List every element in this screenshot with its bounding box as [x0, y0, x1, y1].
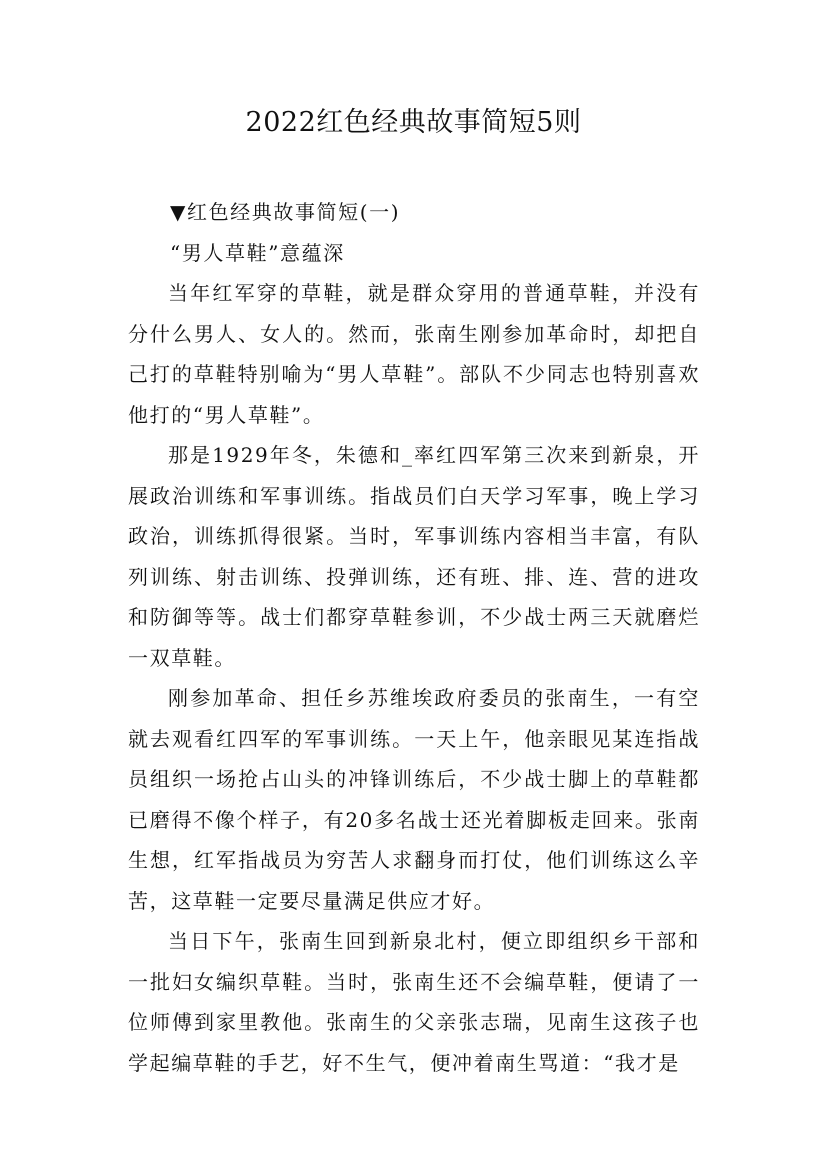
paragraph: 那是1929年冬，朱德和_率红四军第三次来到新泉，开展政治训练和军事训练。指战员们白天学习军事，晚上学习政治，训练抓得很紧。当时，军事训练内容相当丰富，有队列训练、射击训练、投弹训练，还有班、排、连、营的进攻和防御等等。战士们都穿草鞋参训，不少战士两三天就磨烂一双草鞋。 [128, 443, 700, 670]
paragraph: 当日下午，张南生回到新泉北村，便立即组织乡干部和一批妇女编织草鞋。当时，张南生还不会编草鞋，便请了一位师傅到家里教他。张南生的父亲张志瑞，见南生这孩子也学起编草鞋的手艺，好不生气，便冲着南生骂道：“我才是 [128, 929, 700, 1075]
document-title: 2022红色经典故事简短5则 [245, 107, 582, 138]
paragraph: 当年红军穿的草鞋，就是群众穿用的普通草鞋，并没有分什么男人、女人的。然而，张南生刚参加革命时，却把自己打的草鞋特别喻为“男人草鞋”。部队不少同志也特别喜欢他打的“男人草鞋”。 [128, 281, 700, 427]
story-title: “男人草鞋”意蕴深 [170, 240, 345, 265]
document-body [128, 192, 700, 1083]
section-heading: ▼红色经典故事简短(一) [170, 200, 401, 224]
paragraph: 刚参加革命、担任乡苏维埃政府委员的张南生，一有空就去观看红四军的军事训练。一天上午，他亲眼见某连指战员组织一场抢占山头的冲锋训练后，不少战士脚上的草鞋都已磨得不像个样子，有20多名战士还光着脚板走回来。张南生想，红军指战员为穷苦人求翻身而打仗，他们训练这么辛苦，这草鞋一定要尽量满足供应才好。 [128, 686, 700, 913]
